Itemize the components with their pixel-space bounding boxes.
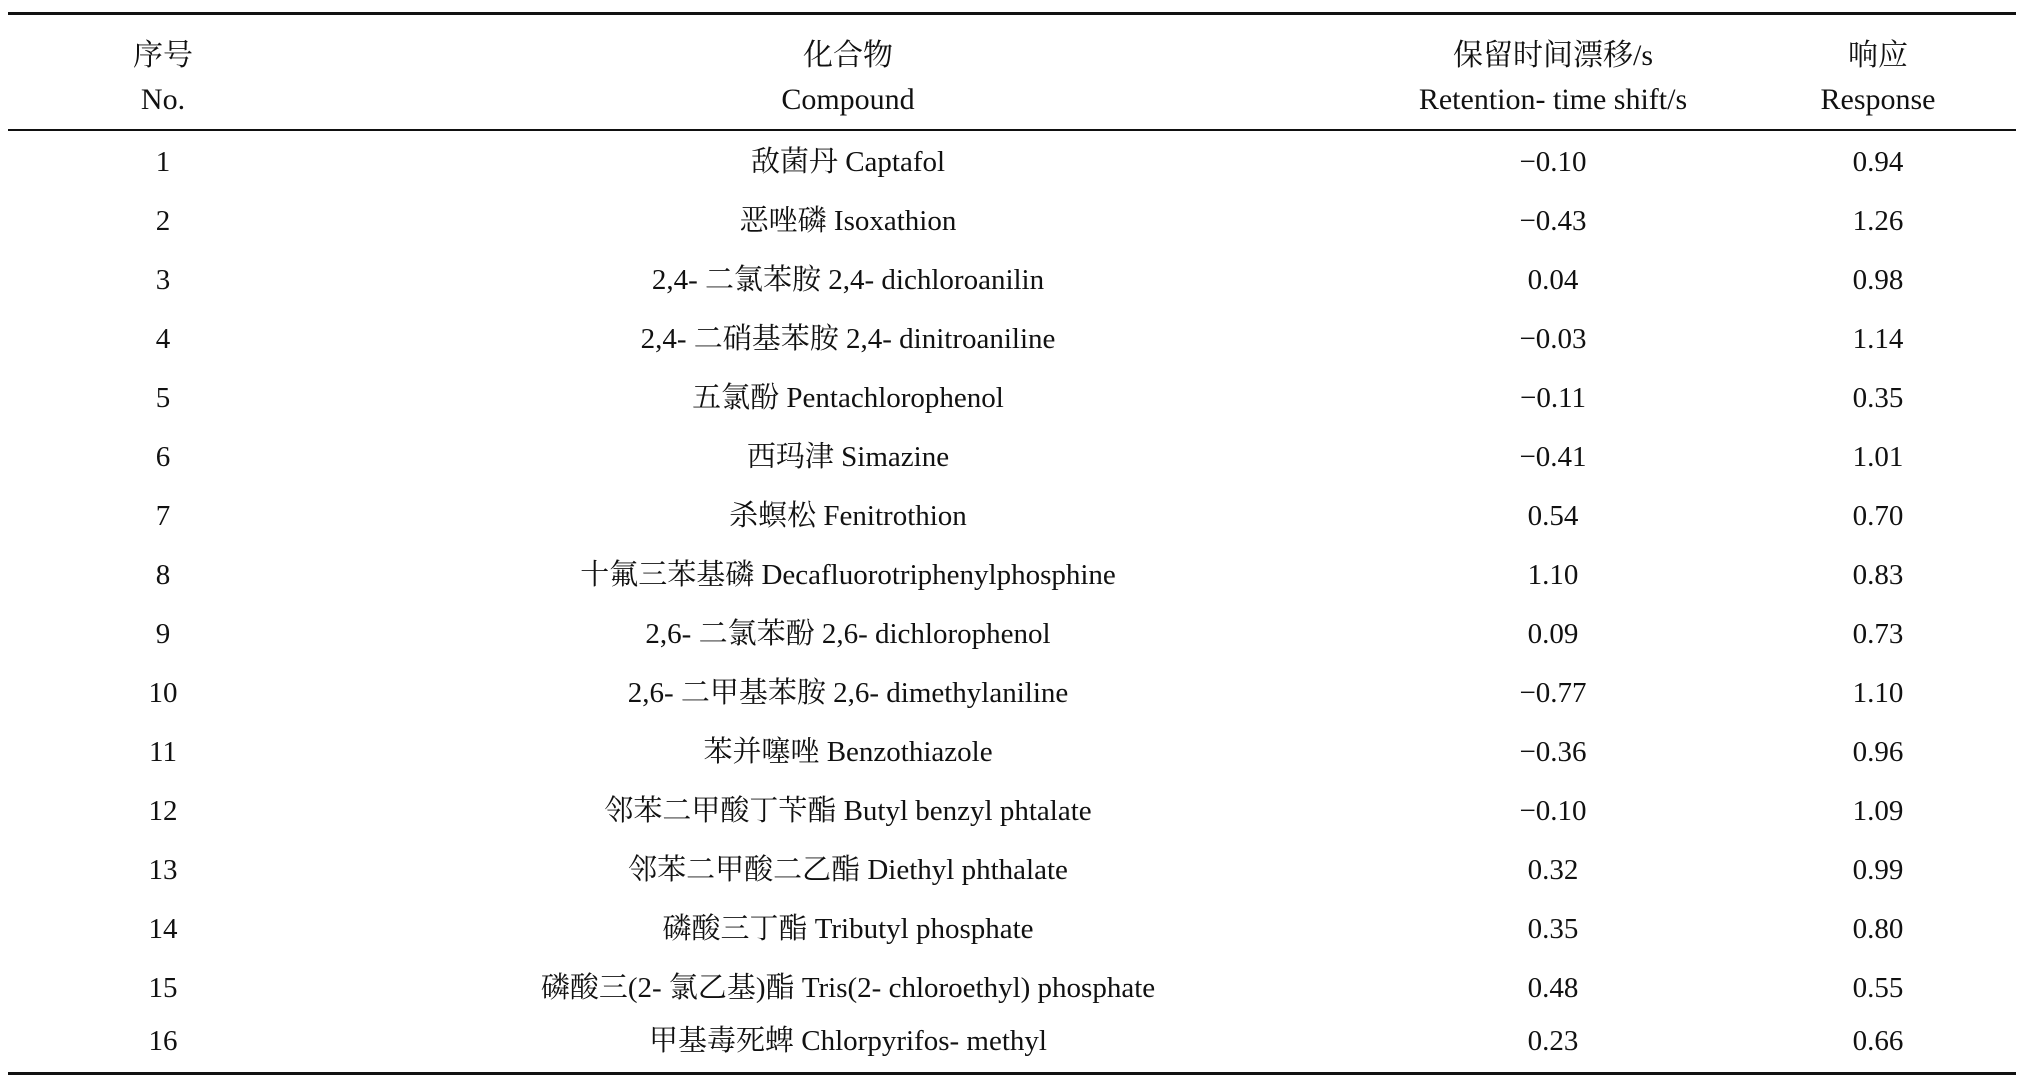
row-shift: −0.10 (1519, 146, 1587, 178)
row-shift: 0.54 (1527, 500, 1579, 532)
row-shift: −0.36 (1519, 736, 1587, 768)
header-shift-zh: 保留时间漂移/s (1452, 39, 1653, 72)
table-row (8, 192, 2016, 251)
row-no: 10 (148, 677, 178, 709)
table-row (8, 959, 2016, 1018)
row-no: 16 (148, 1025, 178, 1057)
row-compound: 2,4- 二氯苯胺 2,4- dichloroanilin (651, 264, 1045, 296)
row-compound: 杀螟松 Fenitrothion (729, 500, 967, 532)
row-shift: 0.35 (1527, 913, 1579, 945)
row-response: 0.35 (1852, 382, 1904, 414)
header-compound-zh: 化合物 (803, 39, 893, 72)
row-shift: −0.43 (1519, 205, 1587, 237)
row-compound: 敌菌丹 Captafol (750, 146, 946, 178)
row-compound: 邻苯二甲酸二乙酯 Diethyl phthalate (628, 854, 1068, 886)
row-no: 11 (149, 736, 177, 768)
row-no: 8 (155, 559, 171, 591)
row-shift: 0.32 (1527, 854, 1579, 886)
header-no-zh: 序号 (133, 39, 193, 72)
row-response: 0.73 (1852, 618, 1904, 650)
row-no: 5 (155, 382, 171, 414)
row-response: 0.83 (1852, 559, 1904, 591)
row-response: 1.09 (1852, 795, 1904, 827)
row-compound: 2,6- 二氯苯酚 2,6- dichlorophenol (645, 618, 1051, 650)
row-response: 0.55 (1852, 972, 1904, 1004)
row-no: 13 (148, 854, 178, 886)
row-response: 0.98 (1852, 264, 1904, 296)
table-row (8, 310, 2016, 369)
row-response: 1.10 (1852, 677, 1904, 709)
table-row (8, 546, 2016, 605)
row-no: 15 (148, 972, 178, 1004)
row-no: 1 (155, 146, 171, 178)
row-compound: 甲基毒死蜱 Chlorpyrifos- methyl (649, 1025, 1047, 1057)
header-no-en: No. (140, 83, 186, 116)
row-shift: 0.23 (1527, 1025, 1579, 1057)
row-shift: 0.04 (1527, 264, 1579, 296)
table-row (8, 605, 2016, 664)
row-no: 6 (155, 441, 171, 473)
row-no: 2 (155, 205, 171, 237)
row-response: 1.01 (1852, 441, 1904, 473)
row-compound: 十氟三苯基磷 Decafluorotriphenylphosphine (580, 559, 1116, 591)
table-row (8, 133, 2016, 192)
top-rule (8, 12, 2016, 15)
header-response-en: Response (1820, 83, 1936, 116)
bottom-rule (8, 1072, 2016, 1075)
table-row (8, 1012, 2016, 1071)
row-compound: 恶唑磷 Isoxathion (739, 205, 957, 237)
row-response: 1.14 (1852, 323, 1904, 355)
row-shift: −0.77 (1519, 677, 1587, 709)
table-row (8, 900, 2016, 959)
row-response: 0.99 (1852, 854, 1904, 886)
table-row (8, 782, 2016, 841)
table-row (8, 723, 2016, 782)
row-compound: 邻苯二甲酸丁苄酯 Butyl benzyl phtalate (604, 795, 1092, 827)
row-response: 0.80 (1852, 913, 1904, 945)
row-no: 9 (155, 618, 171, 650)
table-row (8, 369, 2016, 428)
row-shift: −0.03 (1519, 323, 1587, 355)
header-compound-en: Compound (781, 83, 915, 116)
row-response: 1.26 (1852, 205, 1904, 237)
row-compound: 五氯酚 Pentachlorophenol (692, 382, 1004, 414)
table-row (8, 251, 2016, 310)
table-row (8, 664, 2016, 723)
row-no: 7 (155, 500, 171, 532)
row-no: 3 (155, 264, 171, 296)
row-response: 0.70 (1852, 500, 1904, 532)
row-shift: 0.48 (1527, 972, 1579, 1004)
row-compound: 西玛津 Simazine (746, 441, 950, 473)
row-compound: 磷酸三(2- 氯乙基)酯 Tris(2- chloroethyl) phosphate (540, 972, 1156, 1004)
table-row (8, 428, 2016, 487)
row-shift: 1.10 (1527, 559, 1579, 591)
row-no: 14 (148, 913, 178, 945)
row-response: 0.66 (1852, 1025, 1904, 1057)
header-rule (8, 129, 2016, 131)
row-compound: 2,4- 二硝基苯胺 2,4- dinitroaniline (640, 323, 1056, 355)
row-no: 4 (155, 323, 171, 355)
row-compound: 2,6- 二甲基苯胺 2,6- dimethylaniline (627, 677, 1069, 709)
row-no: 12 (148, 795, 178, 827)
row-shift: −0.11 (1519, 382, 1587, 414)
row-compound: 磷酸三丁酯 Tributyl phosphate (662, 913, 1034, 945)
header-row-english (8, 72, 2016, 128)
row-shift: −0.41 (1519, 441, 1587, 473)
table-row (8, 841, 2016, 900)
row-compound: 苯并噻唑 Benzothiazole (703, 736, 993, 768)
row-shift: 0.09 (1527, 618, 1579, 650)
row-shift: −0.10 (1519, 795, 1587, 827)
header-response-zh: 响应 (1848, 39, 1908, 72)
table-row (8, 487, 2016, 546)
row-response: 0.94 (1852, 146, 1904, 178)
header-shift-en: Retention- time shift/s (1418, 83, 1688, 116)
row-response: 0.96 (1852, 736, 1904, 768)
